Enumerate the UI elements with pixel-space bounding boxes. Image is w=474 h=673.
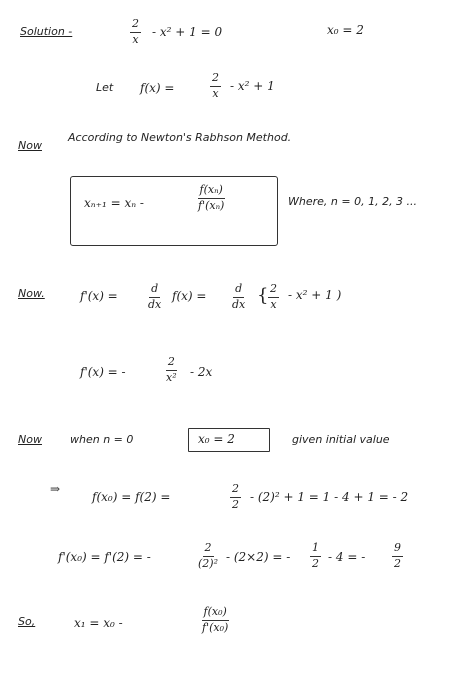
fx0-fraction — [230, 483, 241, 511]
deriv-rest: - x² + 1 ) — [288, 288, 342, 302]
fprime-fraction — [164, 356, 179, 384]
nr-fraction — [196, 184, 226, 212]
equation-rest: - x² + 1 = 0 — [152, 25, 223, 39]
solution-label: Solution - — [20, 25, 73, 38]
fx-fraction — [210, 72, 221, 100]
nr-lhs: xₙ₊₁ = xₙ - — [84, 196, 144, 210]
fx-rest: - x² + 1 — [230, 79, 275, 93]
implies-arrow: ⇒ — [50, 482, 61, 496]
fpx0-mid2: - 4 = - — [328, 550, 366, 564]
fpx0-lhs: f'(x₀) = f'(2) = - — [58, 550, 151, 564]
fprime-rest: - 2x — [190, 365, 213, 379]
fpx0-fraction-3-den: 2 — [394, 556, 401, 570]
initial-x0: x₀ = 2 — [327, 23, 364, 37]
deriv-d2 — [230, 283, 247, 311]
equation-fraction-den: x — [132, 32, 139, 46]
when-text: when n = 0 — [70, 433, 134, 446]
fx-fraction-num: 2 — [210, 72, 221, 87]
deriv-mid: f(x) = — [172, 289, 207, 303]
now-label-3: Now — [18, 433, 42, 446]
fpx0-fraction-den: (2)² — [198, 556, 218, 570]
fpx0-fraction-2 — [310, 542, 321, 570]
equation-fraction-num: 2 — [130, 18, 141, 33]
x1-fraction — [200, 606, 230, 634]
fpx0-fraction-2-den: 2 — [312, 556, 319, 570]
fpx0-fraction-2-num: 1 — [310, 542, 321, 557]
x1-lhs: x₁ = x₀ - — [74, 616, 123, 630]
deriv-d1-den: dx — [148, 297, 162, 311]
fx-lhs: f(x) = — [140, 81, 175, 95]
deriv-d2-den: dx — [232, 297, 246, 311]
deriv-bracket-den: x — [270, 297, 277, 311]
fpx0-fraction-3 — [392, 542, 403, 570]
deriv-lhs: f'(x) = — [80, 289, 118, 303]
where-text: Where, n = 0, 1, 2, 3 ... — [288, 195, 418, 208]
deriv-open-brace: { — [257, 285, 269, 306]
fx0-lhs: f(x₀) = f(2) = — [92, 490, 171, 504]
equation-fraction — [130, 18, 141, 46]
deriv-d2-num: d — [233, 283, 244, 298]
so-label: So, — [18, 615, 36, 628]
let-label: Let — [96, 81, 114, 94]
according-text: According to Newton's Rabhson Method. — [68, 131, 292, 144]
nr-fraction-den: f'(xₙ) — [198, 198, 225, 212]
nr-fraction-num: f(xₙ) — [198, 184, 225, 199]
fprime-fraction-den: x² — [166, 370, 177, 384]
given-text: given initial value — [292, 433, 390, 446]
fx0-fraction-num: 2 — [230, 483, 241, 498]
fpx0-fraction — [196, 542, 220, 570]
deriv-d1 — [146, 283, 163, 311]
deriv-bracket-num: 2 — [268, 283, 279, 298]
fx0-fraction-den: 2 — [232, 497, 239, 511]
fpx0-fraction-3-num: 9 — [392, 542, 403, 557]
fx-fraction-den: x — [212, 86, 219, 100]
fpx0-mid: - (2×2) = - — [226, 550, 291, 564]
now-label-1: Now — [18, 139, 42, 152]
deriv-bracket-fraction — [268, 283, 279, 311]
fprime-lhs: f'(x) = - — [80, 365, 126, 379]
fprime-fraction-num: 2 — [166, 356, 177, 371]
now-label-2: Now. — [18, 287, 45, 300]
deriv-d1-num: d — [149, 283, 160, 298]
newton-raphson-formula-box — [70, 176, 278, 246]
x1-fraction-den: f'(x₀) — [202, 620, 229, 634]
fpx0-fraction-num: 2 — [203, 542, 214, 557]
boxed-x0: x₀ = 2 — [198, 432, 235, 446]
x1-fraction-num: f(x₀) — [202, 606, 229, 621]
fx0-rest: - (2)² + 1 = 1 - 4 + 1 = - 2 — [250, 490, 409, 504]
